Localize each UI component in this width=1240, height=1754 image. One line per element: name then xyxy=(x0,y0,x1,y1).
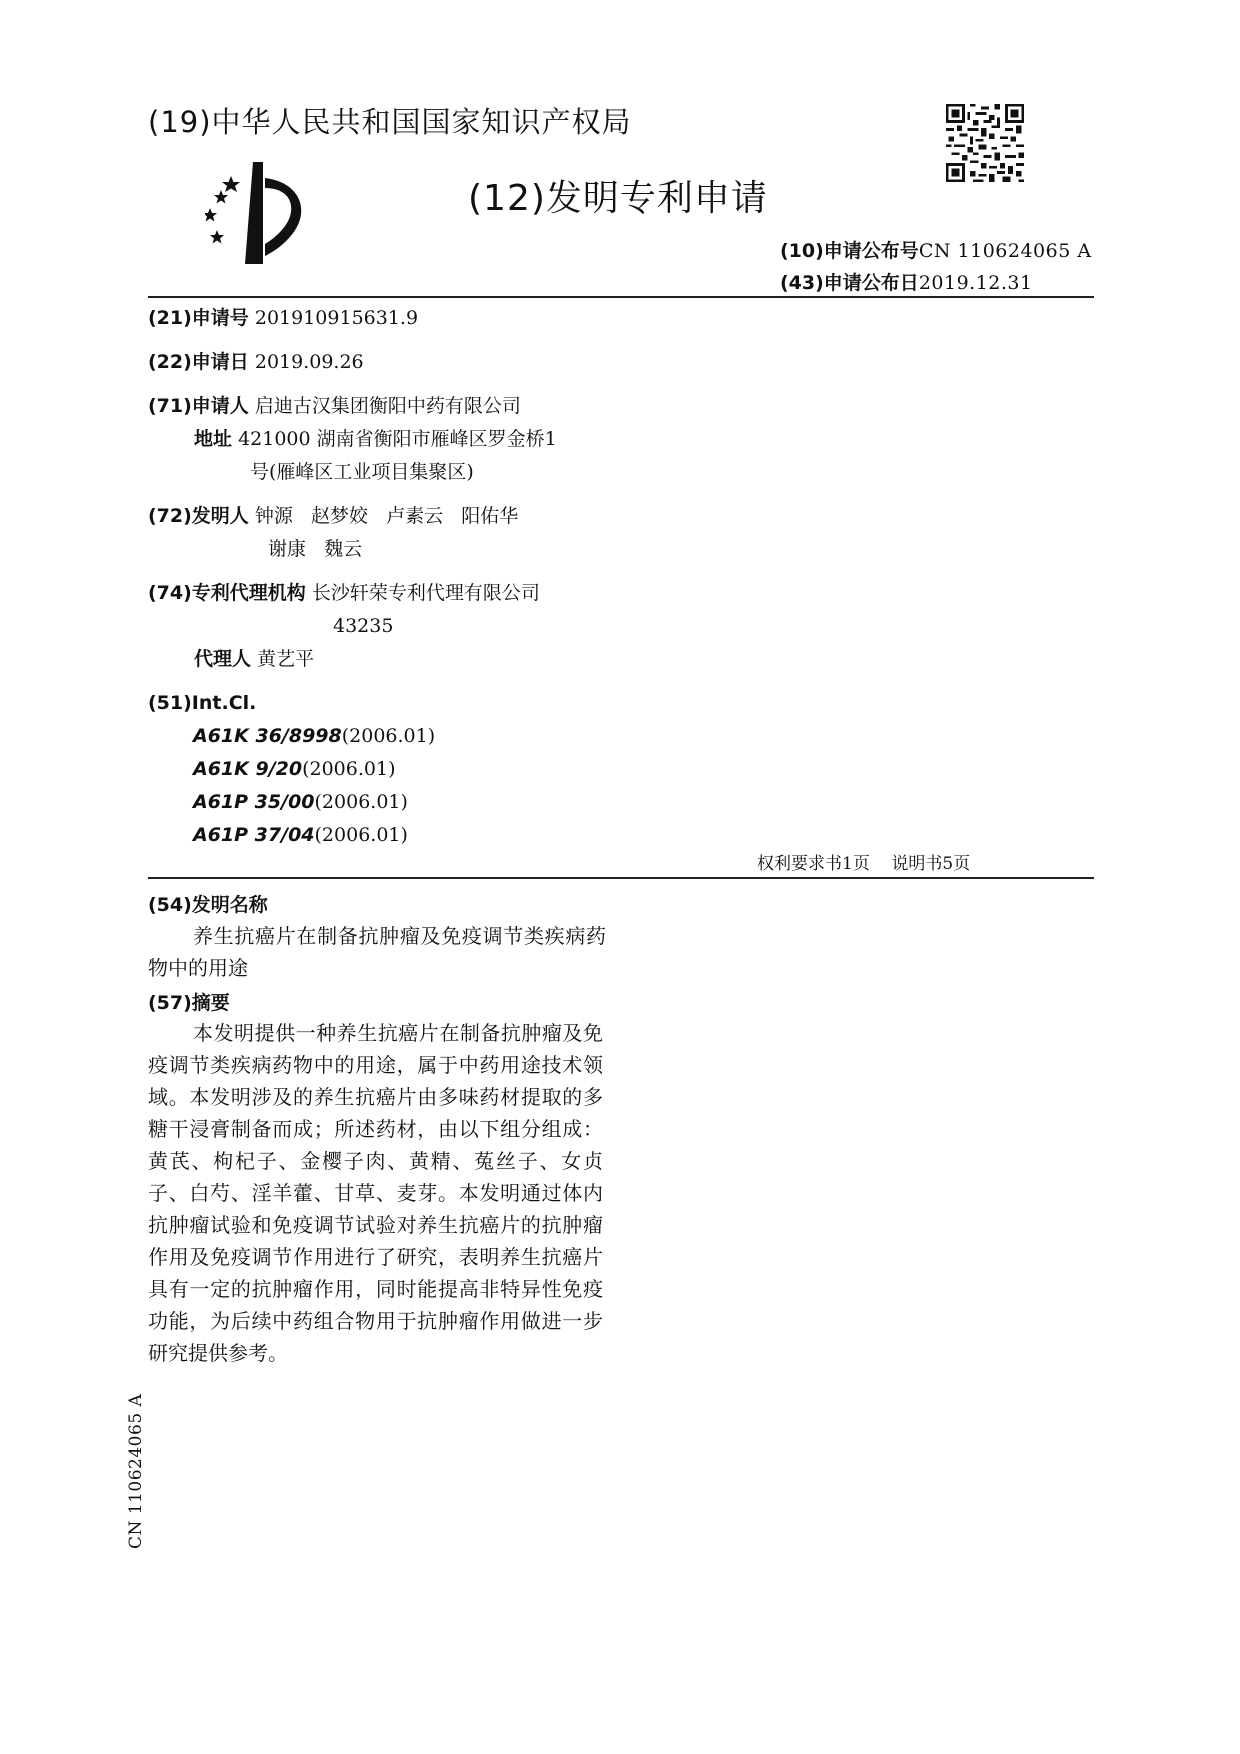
inventors-line-1: 钟源 赵梦姣 卢素云 阳佑华 xyxy=(254,505,519,527)
applicant-row xyxy=(148,394,521,418)
ipc-entry xyxy=(193,823,408,847)
application-number-row xyxy=(148,306,418,330)
ipc-version: (2006.01) xyxy=(314,791,408,813)
inventors-row xyxy=(148,504,518,528)
cnipa-logo xyxy=(205,160,325,265)
ipc-entry xyxy=(193,724,435,748)
agency-code: 43235 xyxy=(333,615,394,637)
publication-date-label: (43)申请公布日 xyxy=(780,272,919,294)
agency-row xyxy=(148,581,540,605)
document-type-title: (12)发明专利申请 xyxy=(468,178,768,219)
agent: 黄艺平 xyxy=(257,648,315,670)
abstract-text: 本发明提供一种养生抗癌片在制备抗肿瘤及免疫调节类疾病药物中的用途，属于中药用途技术领域。本发明涉及的养生抗癌片由多味药材提取的多糖干浸膏制备而成；所述药材，由以下组分组成：黄芪、枸杞子、金樱子肉、黄精、菟丝子、女贞子、白芍、淫羊藿、甘草、麦芽。本发明通过体内抗肿瘤试验和免疫调节试验对养生抗癌片的抗肿瘤作用及免疫调节作用进行了研究，表明养生抗癌片具有一定的抗肿瘤作用，同时能提高非特异性免疫功能，为后续中药组合物用于抗肿瘤作用做进一步研究提供参考。 xyxy=(148,1021,603,1365)
address-row xyxy=(194,427,557,451)
application-number-label: (21)申请号 xyxy=(148,307,249,329)
office-name: (19)中华人民共和国国家知识产权局 xyxy=(148,105,632,139)
ipc-code: A61K 9/20 xyxy=(193,758,303,780)
inventors-line-2: 谢康 魏云 xyxy=(268,538,363,560)
agency: 长沙轩荣专利代理有限公司 xyxy=(311,582,540,604)
agent-label: 代理人 xyxy=(194,648,252,670)
ipc-version: (2006.01) xyxy=(314,824,408,846)
intcl-label: (51)Int.Cl. xyxy=(148,692,257,714)
application-number: 201910915631.9 xyxy=(254,307,419,329)
ipc-version: (2006.01) xyxy=(302,758,396,780)
address-line-1: 421000 湖南省衡阳市雁峰区罗金桥1 xyxy=(238,428,557,450)
application-date-row xyxy=(148,350,364,374)
publication-number-label: (10)申请公布号 xyxy=(780,240,919,262)
ipc-entry xyxy=(193,757,396,781)
middle-divider xyxy=(148,877,1094,879)
agent-row xyxy=(194,647,314,671)
publication-number: CN 110624065 A xyxy=(918,240,1092,262)
invention-title-label: (54)发明名称 xyxy=(148,894,268,916)
top-divider xyxy=(148,296,1094,298)
application-date-label: (22)申请日 xyxy=(148,351,249,373)
ipc-code: A61K 36/8998 xyxy=(193,725,342,747)
inventors-label: (72)发明人 xyxy=(148,505,249,527)
applicant-label: (71)申请人 xyxy=(148,395,249,417)
invention-title: 养生抗癌片在制备抗肿瘤及免疫调节类疾病药物中的用途 xyxy=(148,924,606,980)
ipc-code: A61P 37/04 xyxy=(193,824,315,846)
qr-code xyxy=(946,104,1024,182)
intcl-row xyxy=(148,691,256,715)
page-count: 权利要求书1页 说明书5页 xyxy=(757,854,971,874)
side-publication-number: CN 110624065 A xyxy=(126,1393,146,1549)
agency-label: (74)专利代理机构 xyxy=(148,582,306,604)
address-label: 地址 xyxy=(194,428,233,450)
address-line-2: 号(雁峰区工业项目集聚区) xyxy=(250,461,474,483)
publication-date-row xyxy=(780,268,1033,295)
ipc-version: (2006.01) xyxy=(341,725,436,747)
application-date: 2019.09.26 xyxy=(254,351,364,373)
abstract-label: (57)摘要 xyxy=(148,992,230,1014)
ipc-code: A61P 35/00 xyxy=(193,791,315,813)
applicant: 启迪古汉集团衡阳中药有限公司 xyxy=(254,395,521,417)
publication-number-row xyxy=(780,236,1092,263)
publication-date: 2019.12.31 xyxy=(918,272,1033,294)
ipc-entry xyxy=(193,790,408,814)
